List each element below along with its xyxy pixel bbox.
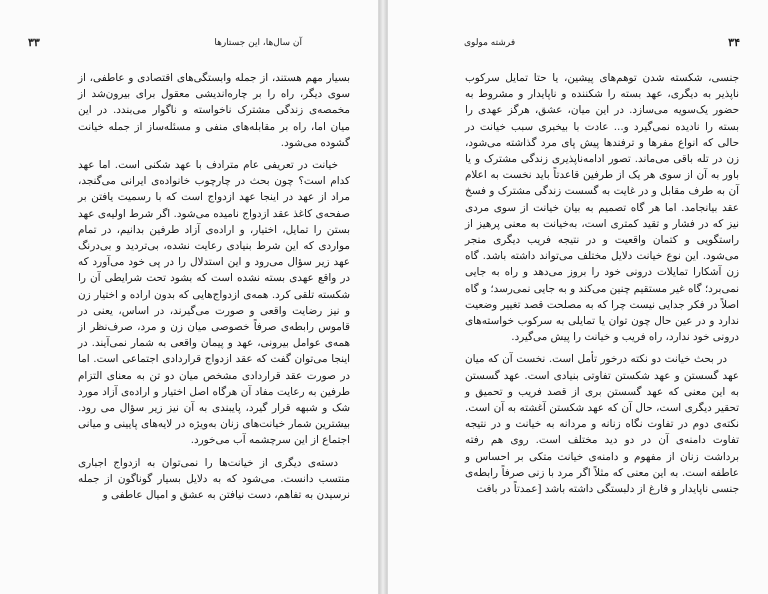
right-paragraph-2: در بحث خیانت دو نکته درخور تأمل است. نخست آن که میان عهد گسستن و عهد شکستن تفاوتی بنیادی است. عهد گسستن به این معنی که عهد گسستن بری از قصد فریب و تحمیق و تحقیر دیگری است، حال آن که عهد شکستن آغشته به آن است. نکته‌ی دوم در تفاوت نگاه زنانه و مردانه به خیانت و در نتیجه تفاوت دامنه‌ی آن در دو دید مختلف است. روی هم رفته برداشت زنان از مفهوم و دامنه‌ی خیانت متکی بر احساس و عاطفه است. به این معنی که مثلاً اگر مرد با زنی صرفاً رابطه‌ی جنسی ناپایدار و فارغ از دلبستگی داشته باشد [عمدتاً در بافت	[465, 353, 739, 496]
left-running-title: آن سال‌ها، این جستارها	[214, 38, 302, 48]
right-page	[387, 0, 768, 594]
left-page	[0, 0, 379, 594]
left-page-body	[78, 70, 350, 503]
left-paragraph-2: خیانت در تعریفی عام مترادف با عهد شکنی است. اما عهد کدام است؟ چون بحث در چارچوب خانواده‌ی ایرانی می‌گنجد، مراد از عهد در اینجا عهد ازدواج است که با رسمیت یافتن بر صفحه‌ی کاغذ عقد ازدواج نامیده می‌شود. اگر شرط اولیه‌ی عهد بستن را تمایل، اختیار، و اراده‌ی آزاد طرفین بدانیم، در تمام مواردی که این شرط بنیادی رعایت نشده، بی‌تردید و بی‌درنگ عهد زیر سؤال می‌رود و این استدلال را در پی خود می‌آورد که در واقع عهدی بسته نشده است که بشود تحت شرایطی آن را شکسته تلقی کرد. همه‌ی ازدواج‌هایی که بدون اراده و اختیار زن و نیز رضایت واقعی و صورت می‌گیرند، در اساس، یعنی در قاموس رابطه‌ی صرفاً خصوصی میان زن و مرد، صرف‌نظر از همه‌ی عوامل بیرونی، عهد و پیمان واقعی به شمار نمی‌آیند. در اینجا می‌توان گفت که عقد ازدواج قراردادی اجتماعی است. اما در صورت عقد قراردادی مشخص میان دو تن به معنای التزام طرفین به رعایت مفاد آن هرگاه اصل اختیار و اراده‌ی آزاد مورد شک و شبهه قرار گیرد، پایبندی به آن نیز زیر سؤال می‌ رود. بیشترین شمار خیانت‌های زنان به‌ویژه در لایه‌های پایینی و میانی اجتماع از این سرچشمه آب می‌خورد.	[78, 159, 350, 447]
right-running-title: فرشته مولوی	[464, 38, 516, 48]
right-page-body	[465, 70, 739, 497]
right-page-header	[464, 36, 740, 50]
left-paragraph-1: بسیار مهم هستند، از جمله وابستگی‌های اقتصادی و عاطفی، از سوی دیگر، راه را بر چاره‌اندیشی معقول برای بیرون‌شد از مخمصه‌ی زندگی مشترک ناخواسته و ناگوار می‌بندد. در این میان اما، راه بر مقابله‌های منفی و مسئله‌ساز از جمله خیانت گشوده می‌شود.	[78, 72, 350, 149]
book-gutter	[379, 0, 387, 594]
right-paragraph-1: جنسی، شکسته شدن توهم‌های پیشین، یا حتا تمایل سرکوب ناپذیر به دیگری، عهد بسته را شکننده و ناپایدار و مشروط به حضور یک‌سویه می‌سازد. در این میان، عشق، هرگز عهدی را بسته را نادیده نمی‌گیرد و... عادت با بیخبری سبب خیانت در حالی که انواع مفرها و ترفندها پیش پای مرد گذاشته می‌شود، زن در تله باقی می‌ماند. تصور ادامه‌ناپذیری زندگی مشترک و یا باور به آن از سوی هر یک از طرفین قاعدتاً باید نخست به اعلام آن به طرف مقابل و در غایت به گسست زندگی مشترک و فسخ عقد بیانجامد. اما هر گاه تصمیم به بیان خیانت از سوی مردی نیز که در فشار و تقید کمتری است، به‌خیانت به معنی پرهیز از راستگویی و کتمان واقعیت و در نتیجه فریب دیگری منجر می‌شود. این نوع خیانت دلایل مختلف می‌تواند داشته باشد. گاه زن آشکارا تمایلات درونی خود را بروز می‌دهد و راه به جایی نمی‌برد؛ گاه غیر مستقیم چنین می‌کند و به جایی نمی‌رسد؛ و گاه اصلاً در فکر جدایی نیست چرا که به مصلحت قصد تغییر وضعیت ندارد و در عین حال چون توان یا تمایلی به سرکوب خواسته‌های درونی خود ندارد، راه فریب و خیانت را پیش می‌گیرد.	[465, 72, 739, 344]
left-page-header	[28, 36, 302, 50]
left-paragraph-3: دسته‌ی دیگری از خیانت‌ها را نمی‌توان به ازدواج اجباری منتسب دانست. می‌شود که به دلایل بسیار گوناگون از جمله نرسیدن به تفاهم، دست نیافتن به عشق و امیال عاطفی و	[78, 456, 350, 502]
left-page-number: ۳۳	[28, 36, 40, 49]
right-page-number: ۳۴	[728, 36, 740, 49]
